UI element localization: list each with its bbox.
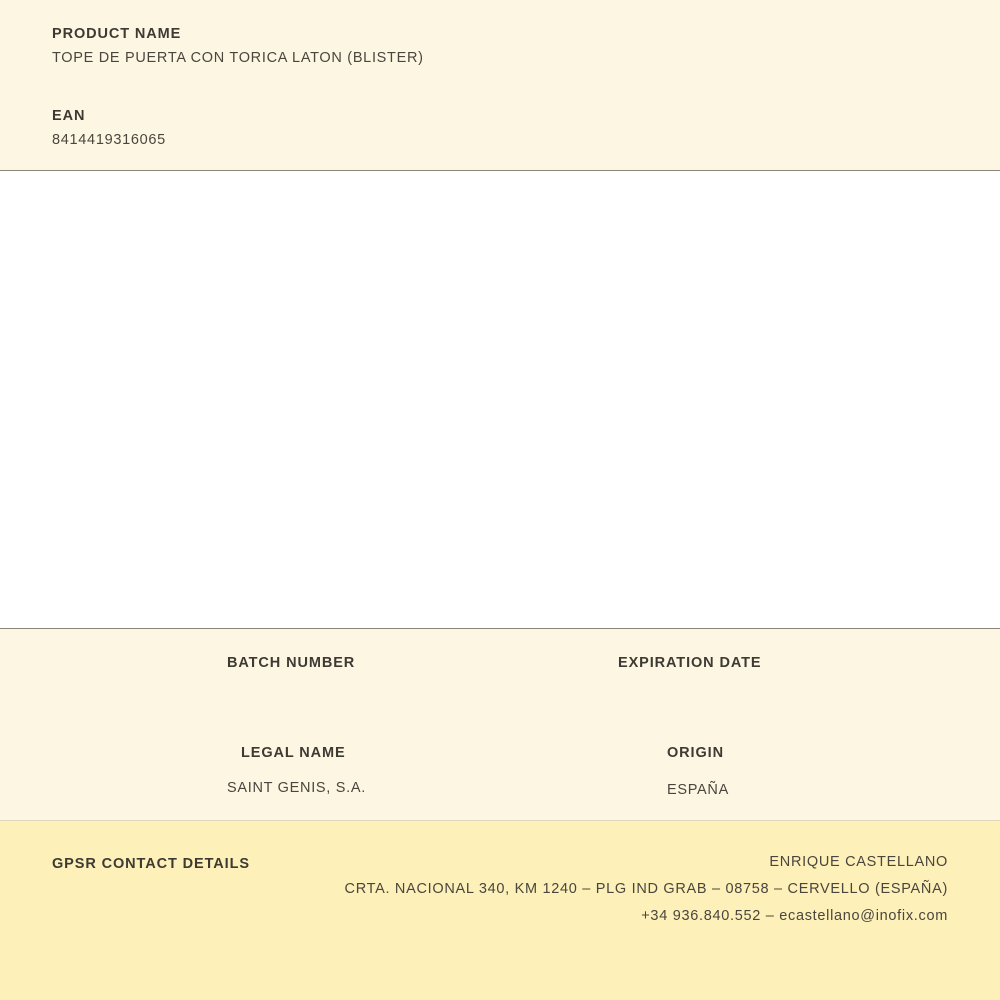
batch-number-label: BATCH NUMBER bbox=[227, 655, 356, 671]
origin-label: ORIGIN bbox=[667, 745, 724, 761]
ean-label: EAN bbox=[52, 108, 86, 124]
ean-value: 8414419316065 bbox=[52, 132, 166, 148]
origin-value: ESPAÑA bbox=[667, 782, 729, 798]
gpsr-contact-block bbox=[345, 854, 948, 924]
gpsr-contact-details-label: GPSR CONTACT DETAILS bbox=[52, 856, 250, 872]
product-name-value: TOPE DE PUERTA CON TORICA LATON (BLISTER) bbox=[52, 50, 424, 66]
product-image-area bbox=[0, 171, 1000, 629]
gpsr-contact-phone-email: +34 936.840.552 – ecastellano@inofix.com bbox=[641, 908, 948, 924]
gpsr-contact-name: ENRIQUE CASTELLANO bbox=[769, 854, 948, 870]
product-name-field bbox=[52, 26, 1000, 66]
legal-name-value: SAINT GENIS, S.A. bbox=[227, 780, 366, 796]
gpsr-contact-address: CRTA. NACIONAL 340, KM 1240 – PLG IND GRAB – 08758 – CERVELLO (ESPAÑA) bbox=[344, 881, 948, 897]
product-details-band bbox=[0, 629, 1000, 821]
product-header-block bbox=[0, 0, 1000, 171]
ean-field bbox=[52, 108, 1000, 148]
product-name-label: PRODUCT NAME bbox=[52, 26, 182, 42]
expiration-date-label: EXPIRATION DATE bbox=[618, 655, 762, 671]
gpsr-footer bbox=[0, 821, 1000, 1000]
legal-name-label: LEGAL NAME bbox=[241, 745, 346, 761]
